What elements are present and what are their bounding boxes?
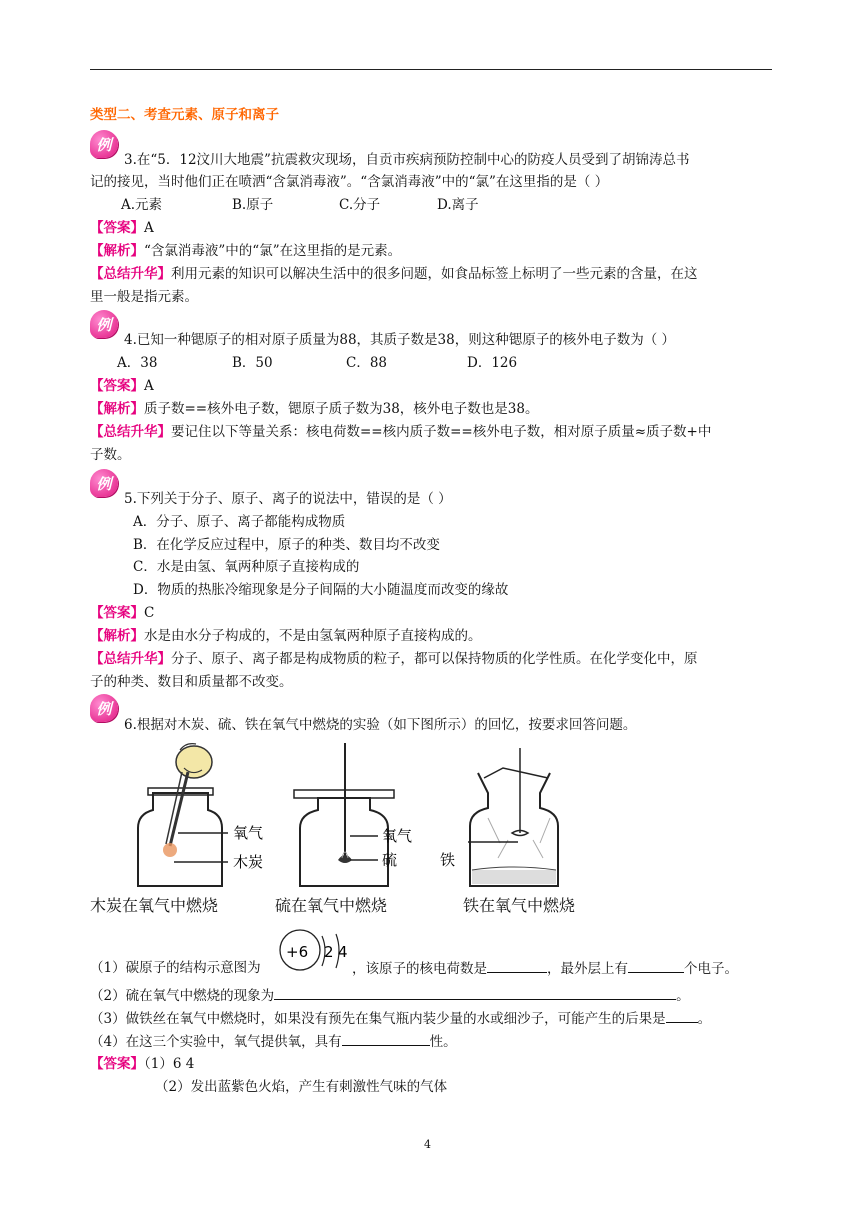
- q4-option-c: C．88: [346, 355, 388, 371]
- label-oxygen-2: 氧气: [382, 827, 413, 845]
- answer-value: A: [144, 220, 154, 236]
- q5-summary-line2: 子的种类、数目和质量都不改变。: [90, 674, 293, 690]
- example-badge-icon: [90, 469, 118, 497]
- page-number: 4: [424, 1138, 431, 1151]
- label-oxygen-1: 氧气: [233, 824, 264, 842]
- consequence-blank[interactable]: [666, 1008, 698, 1023]
- caption-iron: 铁在氧气中燃烧: [463, 896, 576, 915]
- analysis-tag: 【解析】: [90, 628, 144, 644]
- q5-stem: 5.下列关于分子、原子、离子的说法中，错误的是（ ）: [124, 491, 452, 507]
- label-sulfur: 硫: [382, 851, 398, 869]
- q4-analysis: [90, 399, 538, 419]
- summary-text: 分子、原子、离子都是构成物质的粒子，都可以保持物质的化学性质。在化学变化中，原: [171, 651, 698, 667]
- burning-charcoal-icon: [163, 843, 177, 857]
- q6-answer-2: （2）发出蓝紫色火焰，产生有刺激性气味的气体: [155, 1079, 448, 1095]
- answer-tag: 【答案】: [90, 605, 144, 621]
- q3-option-d: D.离子: [437, 197, 479, 213]
- atom-shell2-count: 4: [338, 943, 348, 961]
- q5-option-b: B．在化学反应过程中，原子的种类、数目均不改变: [133, 537, 440, 553]
- answer-tag: 【答案】: [90, 1056, 144, 1072]
- q3-summary-line1: [90, 264, 698, 284]
- outer-electrons-blank[interactable]: [628, 958, 684, 973]
- combustion-figure: [88, 738, 628, 888]
- answer-tag: 【答案】: [90, 378, 144, 394]
- q4-option-a: A．38: [117, 355, 158, 371]
- sub2-post: 。: [676, 988, 690, 1004]
- label-charcoal: 木炭: [233, 853, 264, 871]
- nuclear-charge-blank[interactable]: [487, 958, 547, 973]
- answer-value: A: [144, 378, 154, 394]
- q5-answer: [90, 603, 154, 623]
- answer-1: （1）6 4: [144, 1056, 195, 1072]
- sub3-pre: （3）做铁丝在氧气中燃烧时，如果没有预先在集气瓶内装少量的水或细沙子，可能产生的后果是: [90, 1011, 666, 1027]
- sub1-post: 个电子。: [684, 961, 738, 977]
- sub3-post: 。: [697, 1011, 712, 1027]
- q4-stem: 4.已知一种锶原子的相对原子质量为88，其质子数是38，则这种锶原子的核外电子数为（ ）: [124, 332, 676, 348]
- q6-answer: [90, 1054, 194, 1074]
- q3-stem-line2: 记的接见，当时他们正在喷洒“含氯消毒液”。“含氯消毒液”中的“氯”在这里指的是（ ）: [90, 174, 609, 190]
- label-iron: 铁: [440, 851, 456, 869]
- summary-tag: 【总结升华】: [90, 266, 171, 282]
- analysis-text: “含氯消毒液”中的“氯”在这里指的是元素。: [144, 243, 402, 259]
- q3-stem-line1: 3.在“5．12汶川大地震”抗震救灾现场，自贡市疾病预防控制中心的防疫人员受到了胡锦涛总书: [124, 152, 690, 168]
- q4-option-d: D．126: [467, 355, 518, 371]
- q6-sub1-rest: [352, 958, 738, 979]
- example-badge-icon: [90, 694, 118, 722]
- oxygen-property-blank[interactable]: [342, 1031, 430, 1046]
- sub1-mid: ，该原子的核电荷数是: [352, 961, 487, 977]
- badge-text: 例: [96, 474, 112, 493]
- sulfur-phenomenon-blank[interactable]: [274, 985, 676, 1000]
- analysis-text: 水是由水分子构成的，不是由氢氧两种原子直接构成的。: [144, 628, 482, 644]
- summary-tag: 【总结升华】: [90, 651, 171, 667]
- analysis-tag: 【解析】: [90, 401, 144, 417]
- badge-text: 例: [96, 699, 112, 718]
- q3-option-c: C.分子: [339, 197, 381, 213]
- q3-analysis: [90, 241, 401, 261]
- badge-text: 例: [96, 135, 112, 154]
- analysis-text: 质子数==核外电子数，锶原子质子数为38，核外电子数也是38。: [144, 401, 539, 417]
- q6-sub1-pre: （1）碳原子的结构示意图为: [90, 960, 261, 976]
- carbon-atom-diagram: [278, 928, 350, 978]
- header-rule: [90, 69, 772, 70]
- q3-summary-line2: 里一般是指元素。: [90, 289, 198, 305]
- iron-jar: [470, 748, 558, 886]
- caption-sulfur: 硫在氧气中燃烧: [275, 896, 388, 915]
- q6-sub3: [90, 1008, 711, 1029]
- burning-spoon-icon: [338, 855, 352, 863]
- sub4-post: 性。: [429, 1034, 457, 1050]
- section-heading: 类型二、考查元素、原子和离子: [90, 107, 279, 123]
- sub2-pre: （2）硫在氧气中燃烧的现象为: [90, 988, 275, 1004]
- q4-option-b: B．50: [232, 355, 273, 371]
- badge-text: 例: [96, 315, 112, 334]
- q5-option-c: C．水是由氢、氧两种原子直接构成的: [133, 559, 360, 575]
- atom-nucleus-label: +6: [286, 943, 309, 961]
- atom-shell1-count: 2: [324, 943, 334, 961]
- q6-sub4: [90, 1031, 457, 1052]
- q5-option-a: A．分子、原子、离子都能构成物质: [133, 514, 346, 530]
- q3-option-a: A.元素: [121, 197, 163, 213]
- q3-option-b: B.原子: [232, 197, 274, 213]
- q5-analysis: [90, 626, 482, 646]
- analysis-tag: 【解析】: [90, 243, 144, 259]
- summary-tag: 【总结升华】: [90, 424, 171, 440]
- q6-sub2: [90, 985, 690, 1006]
- summary-text: 要记住以下等量关系：核电荷数==核内质子数==核外电子数，相对原子质量≈质子数+中: [171, 424, 712, 440]
- example-badge-icon: [90, 130, 118, 158]
- q5-option-d: D．物质的热胀冷缩现象是分子间隔的大小随温度而改变的缘故: [133, 582, 509, 598]
- answer-tag: 【答案】: [90, 220, 144, 236]
- q4-answer: [90, 376, 154, 396]
- q6-stem: 6.根据对木炭、硫、铁在氧气中燃烧的实验（如下图所示）的回忆，按要求回答问题。: [124, 717, 637, 733]
- summary-text: 利用元素的知识可以解决生活中的很多问题，如食品标签上标明了一些元素的含量，在这: [171, 266, 698, 282]
- caption-charcoal: 木炭在氧气中燃烧: [90, 896, 219, 915]
- q4-summary-line1: [90, 422, 711, 442]
- q4-summary-line2: 子数。: [90, 447, 131, 463]
- sub1-mid2: ，最外层上有: [547, 961, 628, 977]
- q3-answer: [90, 218, 154, 238]
- sub4-pre: （4）在这三个实验中，氧气提供氧，具有: [90, 1034, 342, 1050]
- answer-value: C: [144, 605, 155, 621]
- example-badge-icon: [90, 310, 118, 338]
- sulfur-jar: [294, 743, 394, 886]
- q5-summary-line1: [90, 649, 698, 669]
